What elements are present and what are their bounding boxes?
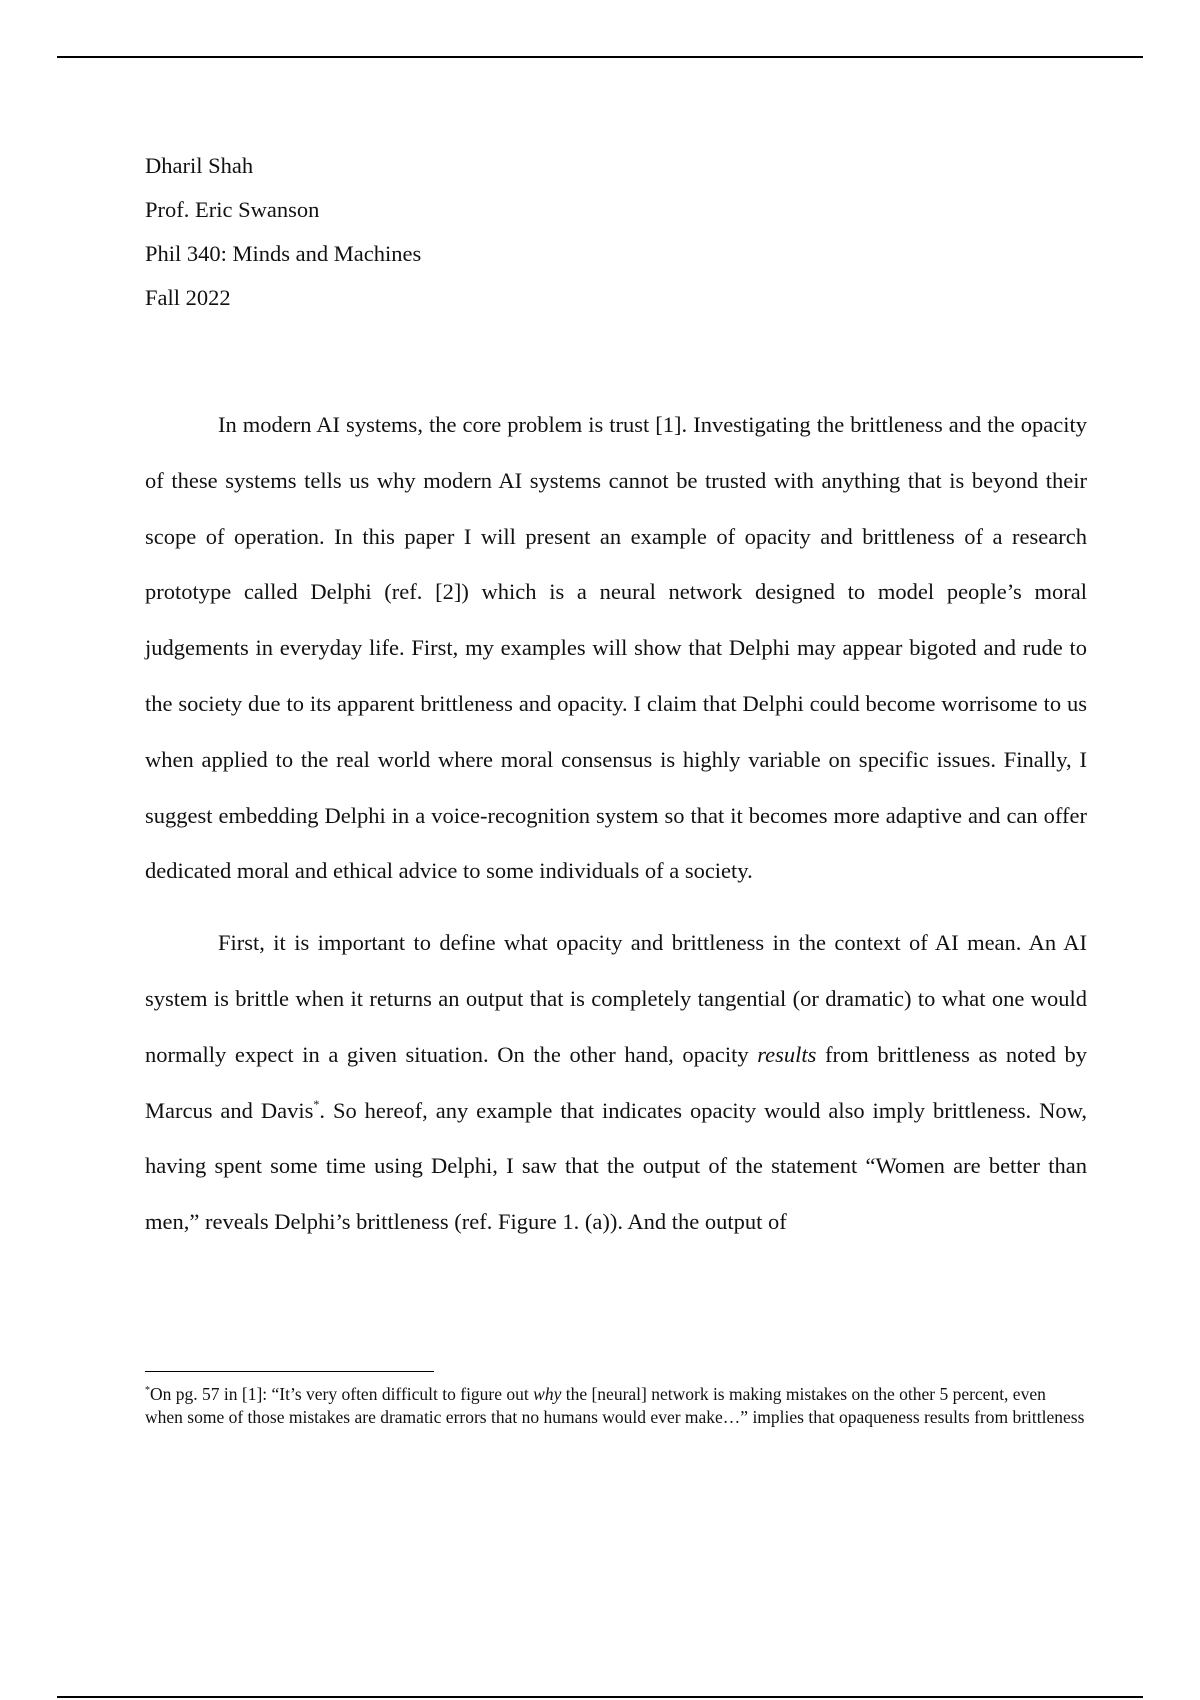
paper-heading	[145, 144, 421, 320]
paragraph-intro-text: In modern AI systems, the core problem is trust [1]. Investigating the brittleness and the opacity of these systems tells us why modern AI systems cannot be trusted with anything that is beyond their scope of operation. In this paper I will present an example of opacity and brittleness of a research prototype called Delphi (ref. [2]) which is a neural network designed to model people’s moral judgements in everyday life. First, my examples will show that Delphi may appear bigoted and rude to the society due to its apparent brittleness and opacity. I claim that Delphi could become worrisome to us when applied to the real world where moral consensus is highly variable on specific issues. Finally, I suggest embedding Delphi in a voice-recognition system so that it becomes more adaptive and can offer dedicated moral and ethical advice to some individuals of a society.	[145, 412, 1087, 884]
footnote-reference-marker[interactable]: *	[313, 1096, 320, 1111]
paragraph-definitions-text-2: from brittleness as noted by Marcus and Davis	[145, 1041, 1087, 1123]
professor-name: Prof. Eric Swanson	[145, 197, 320, 222]
footnote-text-1: On pg. 57 in [1]: “It’s very often difficult to figure out	[150, 1384, 529, 1404]
page-top-rule	[57, 56, 1143, 58]
page-bottom-rule	[57, 1696, 1143, 1698]
course-title: Phil 340: Minds and Machines	[145, 241, 422, 266]
author-name: Dharil Shah	[145, 153, 254, 178]
footnote-marker: *	[145, 1385, 150, 1396]
paragraph-definitions-text-3: . So hereof, any example that indicates opacity would also imply brittleness. Now, having spent some time using Delphi, I saw that the output of the statement “Women are better than men,” reveals Delphi’s brittleness (ref. Figure 1. (a)). And the output of	[145, 1097, 1087, 1235]
paragraph-definitions	[145, 915, 1087, 1250]
paragraph-intro	[145, 397, 1087, 899]
paragraph-definitions-text-1: First, it is important to define what opacity and brittleness in the context of AI mean. An AI system is brittle when it returns an output that is completely tangential (or dramatic) to what one would normally expect in a given situation. On the other hand, opacity	[145, 930, 1087, 1067]
footnote-text-2: the [neural] network is making mistakes on the other 5 percent, even when some of those mistakes are dramatic errors that no humans would ever make…” implies that opaqueness results from brittleness	[145, 1384, 1085, 1427]
footnote	[145, 1383, 1087, 1429]
footnote-separator	[145, 1371, 434, 1372]
paper-body	[145, 397, 1087, 1250]
emphasis-results: results	[757, 1041, 817, 1067]
term: Fall 2022	[145, 285, 231, 310]
footnote-emphasis-why: why	[533, 1384, 562, 1404]
